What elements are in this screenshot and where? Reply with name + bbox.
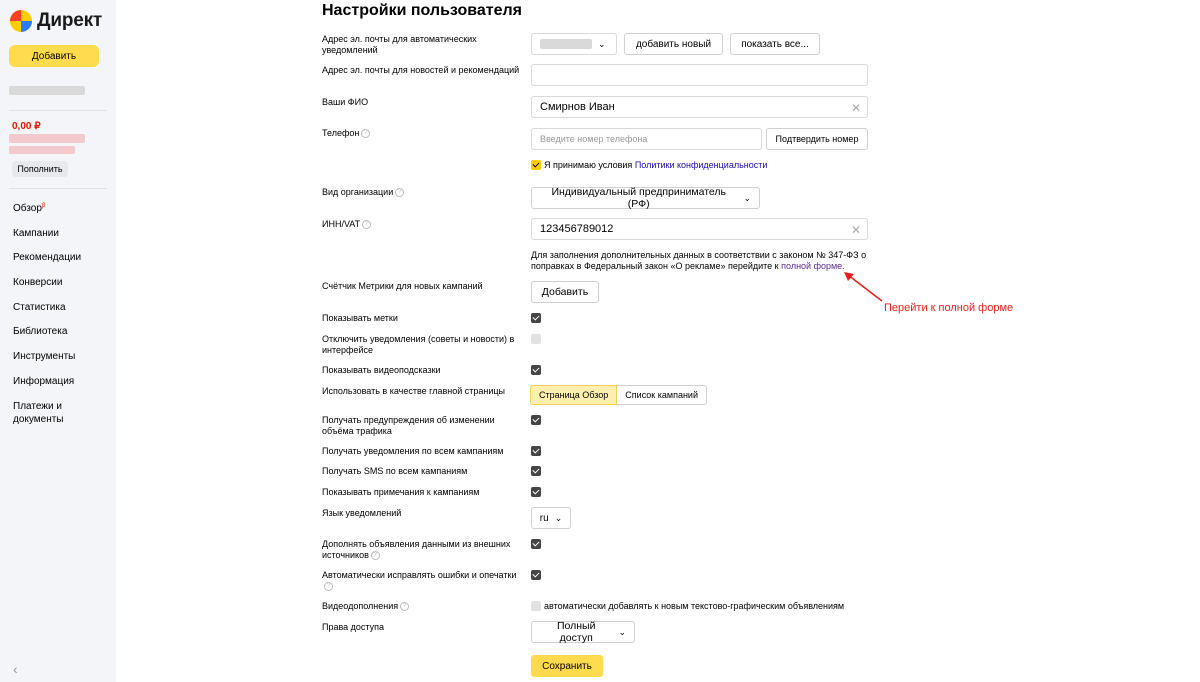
collapse-sidebar-icon[interactable]: ‹ — [13, 661, 18, 677]
access-select[interactable] — [531, 621, 635, 643]
inn-input[interactable] — [531, 218, 868, 240]
privacy-consent-text — [544, 160, 767, 170]
phone-label — [322, 128, 522, 139]
fio-input[interactable] — [531, 96, 868, 118]
sidebar-item-tools[interactable]: Инструменты — [13, 351, 76, 363]
notif-all-checkbox[interactable] — [531, 446, 541, 456]
help-icon[interactable]: ? — [371, 551, 380, 560]
org-type-label-text: Вид организации — [322, 187, 394, 197]
phone-placeholder: Введите номер телефона — [540, 134, 648, 144]
chevron-down-icon: ⌄ — [618, 626, 626, 637]
email-blurred — [540, 39, 592, 49]
video-ext-option-text: автоматически добавлять к новым текстово-графическим объявлениям — [544, 601, 845, 611]
phone-label-text: Телефон — [322, 128, 360, 138]
privacy-policy-link[interactable]: Политики конфиденциальности — [634, 160, 768, 170]
help-icon[interactable]: ? — [324, 582, 333, 591]
email-auto-label: Адрес эл. почты для автоматических уведомлений — [322, 34, 477, 55]
traffic-warn-checkbox[interactable] — [531, 415, 541, 425]
org-type-value: Индивидуальный предприниматель (РФ) — [551, 186, 726, 210]
video-hints-label: Показывать видеоподсказки — [322, 365, 441, 375]
home-page-switch — [530, 385, 707, 405]
access-value: Полный доступ — [556, 620, 596, 644]
privacy-consent-checkbox[interactable] — [531, 160, 541, 170]
org-type-select[interactable] — [531, 187, 760, 209]
home-page-label: Использовать в качестве главной страницы — [322, 386, 506, 396]
sidebar-item-info[interactable]: Информация — [13, 375, 75, 387]
org-type-label — [322, 187, 522, 198]
sms-all-label: Получать SMS по всем кампаниям — [322, 466, 468, 476]
video-hints-checkbox[interactable] — [531, 365, 541, 375]
add-metrika-button[interactable]: Добавить — [531, 281, 599, 303]
consent-prefix: Я принимаю условия — [544, 160, 633, 170]
metrika-label: Счётчик Метрики для новых кампаний — [322, 281, 483, 291]
autofix-checkbox[interactable] — [531, 570, 541, 580]
beta-badge: β — [41, 203, 46, 209]
inn-info-body: Для заполнения дополнительных данных в соответствии с законом № 347-ФЗ о поправках в Федеральный закон «О рекламе» перейдите к — [531, 250, 867, 271]
disable-notif-checkbox[interactable] — [531, 334, 541, 344]
video-ext-label — [322, 601, 522, 612]
sidebar-item-label: Обзор — [13, 203, 42, 214]
help-icon[interactable]: ? — [362, 220, 371, 229]
sidebar-item-payments[interactable]: Платежи и документы — [13, 400, 64, 425]
inn-label — [322, 219, 522, 230]
chevron-down-icon: ⌄ — [554, 512, 563, 523]
access-label: Права доступа — [322, 622, 385, 632]
show-tags-checkbox[interactable] — [531, 313, 541, 323]
add-button[interactable]: Добавить — [9, 45, 99, 67]
email-auto-select[interactable] — [531, 33, 617, 55]
sidebar-item-library[interactable]: Библиотека — [13, 326, 68, 338]
fio-label: Ваши ФИО — [322, 97, 369, 107]
traffic-warn-label: Получать предупреждения об изменении объёма трафика — [322, 415, 495, 436]
phone-input[interactable] — [531, 128, 762, 150]
fio-value: Смирнов Иван — [540, 101, 615, 113]
home-page-overview-option[interactable]: Страница Обзор — [530, 385, 617, 405]
annotation-text: Перейти к полной форме — [884, 302, 1014, 314]
sidebar-item-campaigns[interactable]: Кампании — [13, 227, 59, 239]
video-ext-label-text: Видеодополнения — [322, 601, 399, 611]
external-label — [322, 539, 522, 561]
inn-value: 123456789012 — [540, 223, 614, 235]
autofix-label-text: Автоматически исправлять ошибки и опечатки — [322, 570, 517, 580]
logo-text: Директ — [37, 10, 103, 31]
help-icon[interactable]: ? — [395, 188, 404, 197]
chevron-down-icon: ⌄ — [743, 192, 751, 203]
sms-all-checkbox[interactable] — [531, 466, 541, 476]
sidebar-item-recommendations[interactable]: Рекомендации — [13, 252, 82, 264]
external-label-text: Дополнять объявления данными из внешних источников — [322, 539, 511, 560]
show-tags-label: Показывать метки — [322, 313, 398, 323]
topup-button[interactable]: Пополнить — [12, 161, 68, 177]
home-page-campaigns-option[interactable]: Список кампаний — [617, 385, 707, 405]
email-news-label: Адрес эл. почты для новостей и рекомендаций — [322, 65, 520, 75]
notes-label: Показывать примечания к кампаниям — [322, 487, 480, 497]
help-icon[interactable]: ? — [400, 602, 409, 611]
notif-all-label: Получать уведомления по всем кампаниям — [322, 446, 504, 456]
confirm-phone-button[interactable]: Подтвердить номер — [766, 128, 868, 150]
add-new-email-button[interactable]: добавить новый — [624, 33, 723, 55]
clear-icon[interactable]: ✕ — [850, 101, 861, 115]
show-all-emails-button[interactable]: показать все... — [730, 33, 820, 55]
notif-lang-select[interactable] — [531, 507, 571, 529]
disable-notif-label: Отключить уведомления (советы и новости) в интерфейсе — [322, 334, 515, 355]
video-ext-checkbox[interactable] — [531, 601, 541, 611]
notes-checkbox[interactable] — [531, 487, 541, 497]
page-title: Настройки пользователя — [322, 2, 522, 19]
inn-label-text: ИНН/VAT — [322, 219, 361, 229]
account-balance: 0,00 ₽ — [12, 121, 41, 132]
notif-lang-value: ru — [539, 512, 549, 524]
external-checkbox[interactable] — [531, 539, 541, 549]
sidebar-item-conversions[interactable]: Конверсии — [13, 277, 63, 289]
autofix-label — [322, 570, 522, 592]
chevron-down-icon: ⌄ — [598, 38, 606, 49]
notif-lang-label: Язык уведомлений — [322, 508, 402, 518]
email-news-input[interactable] — [531, 64, 868, 86]
full-form-link[interactable]: полной форме. — [781, 261, 845, 271]
clear-icon[interactable]: ✕ — [850, 223, 861, 237]
save-button[interactable]: Сохранить — [531, 655, 603, 677]
inn-info-text — [531, 250, 871, 272]
sidebar-item-statistics[interactable]: Статистика — [13, 301, 66, 313]
help-icon[interactable]: ? — [361, 129, 370, 138]
annotation-arrow-icon — [840, 268, 890, 308]
